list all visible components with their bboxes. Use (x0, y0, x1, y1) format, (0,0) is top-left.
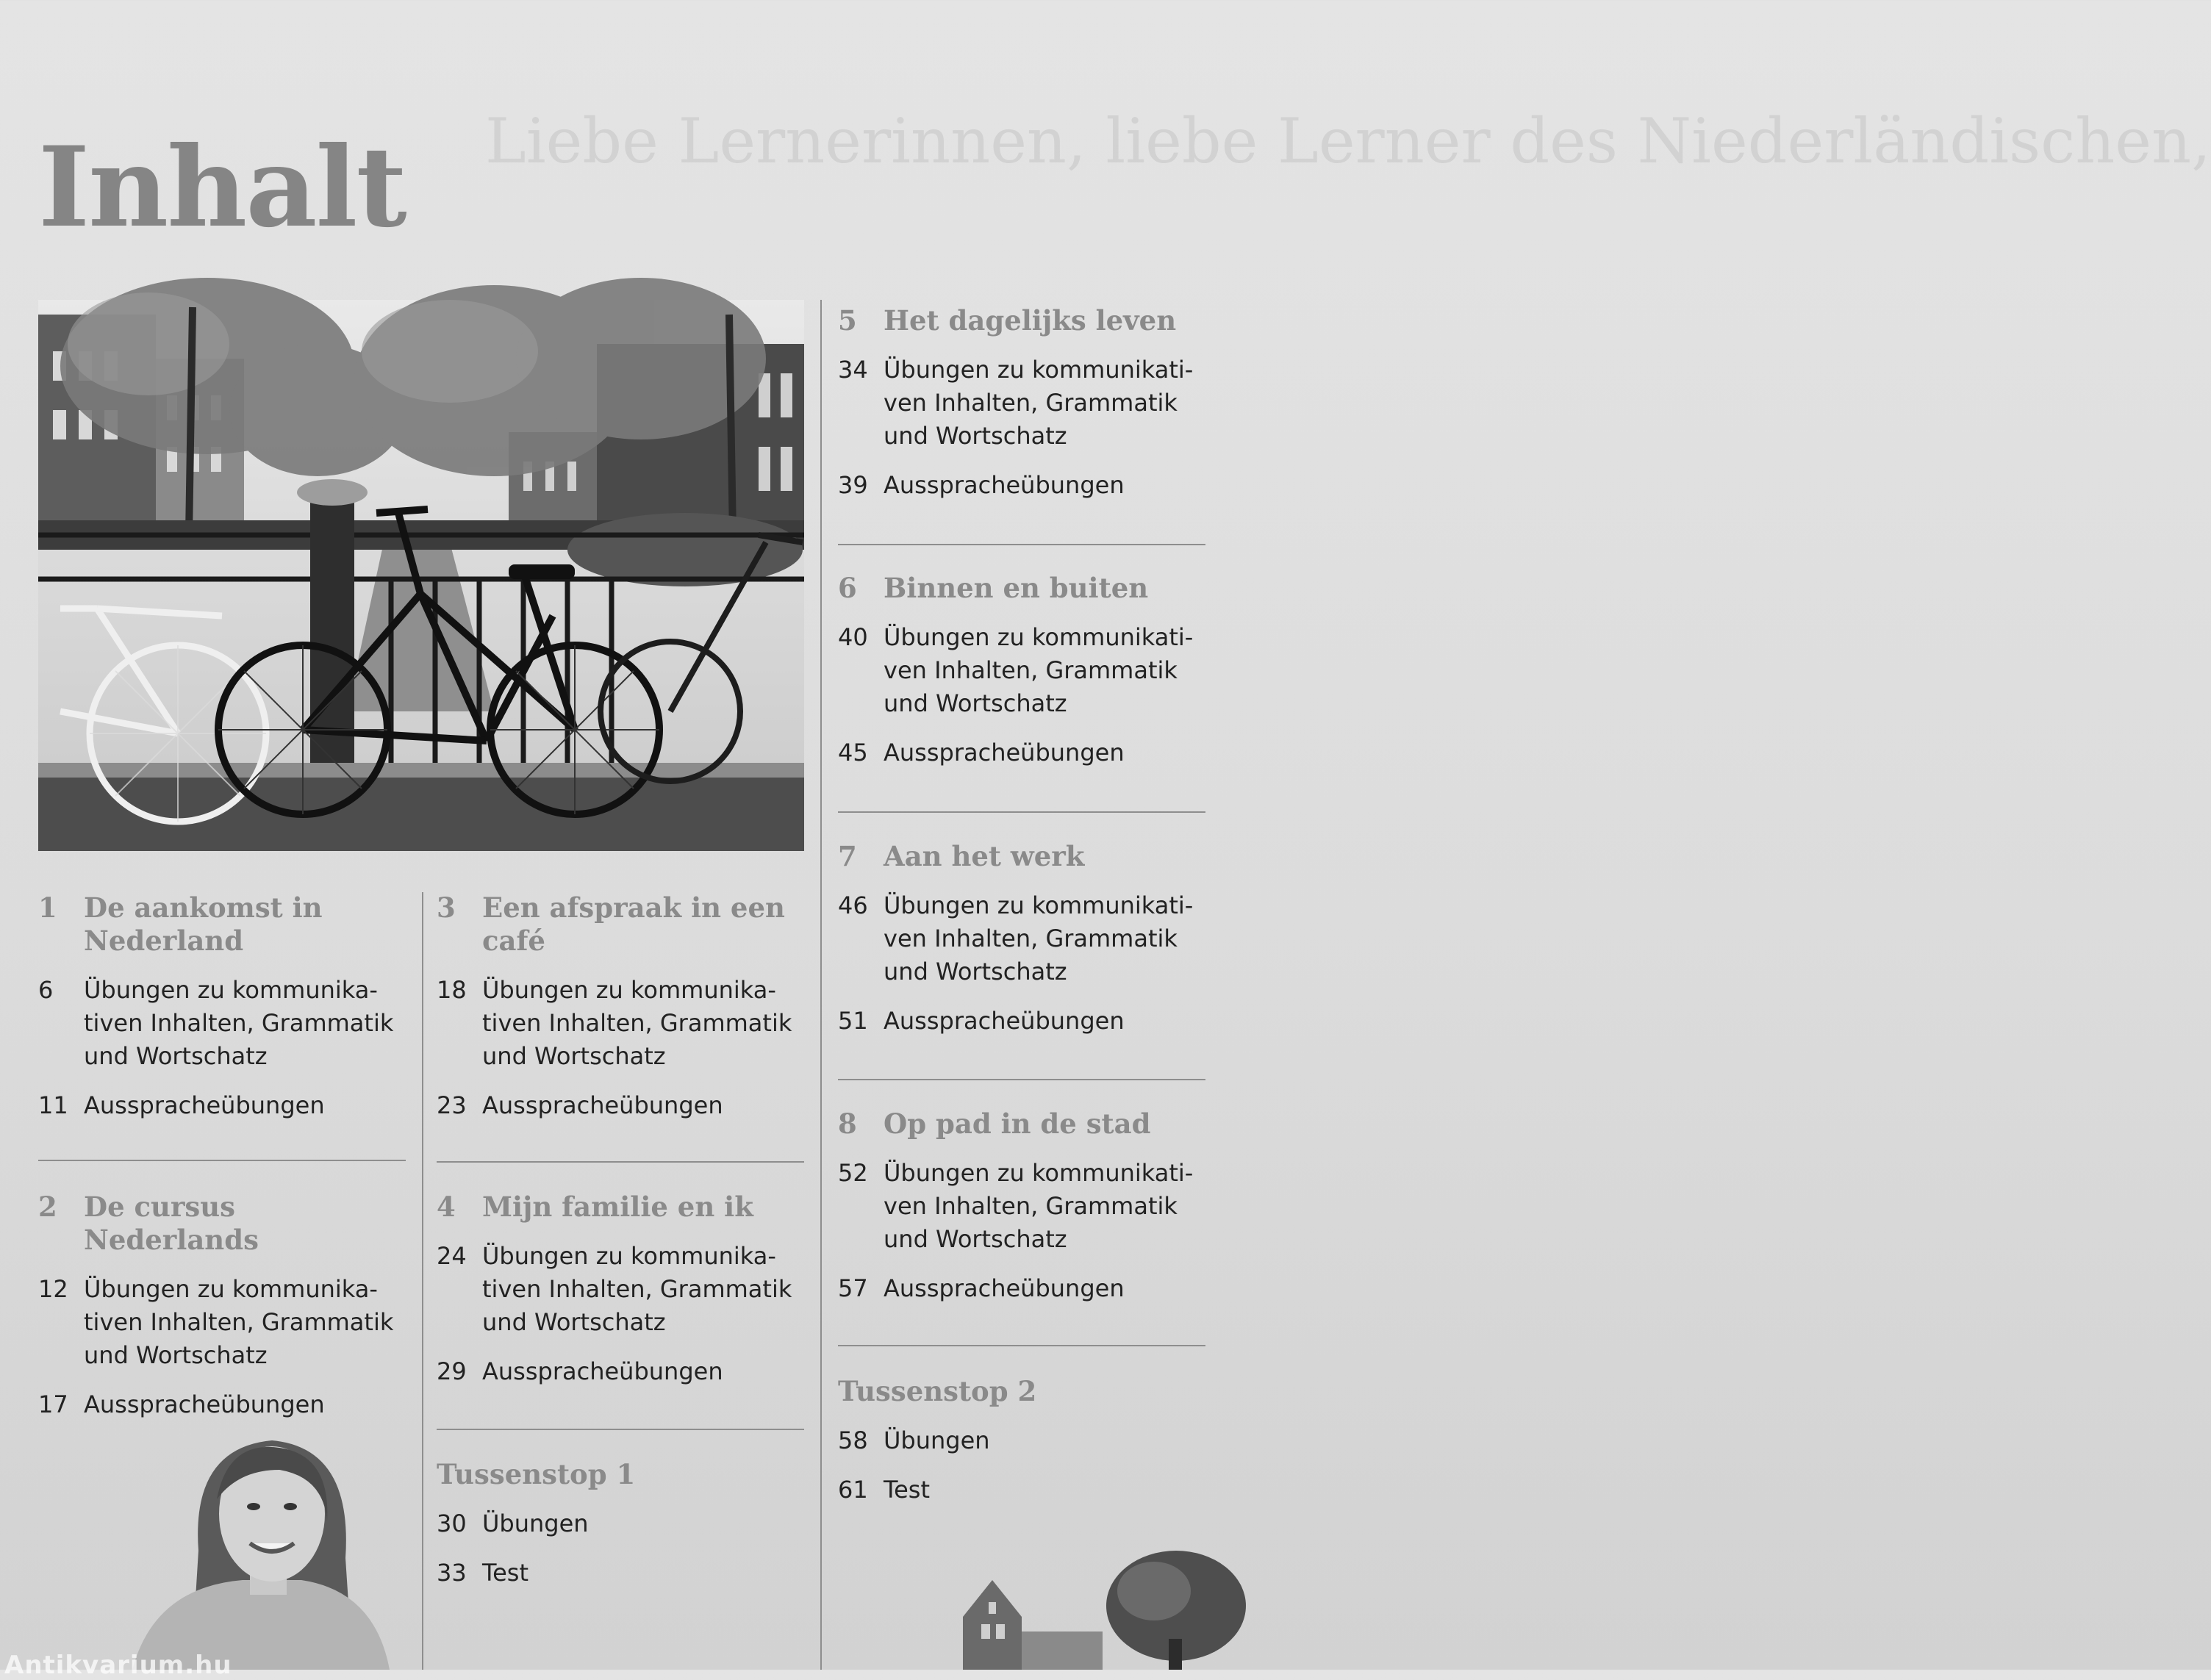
tussenstop-1[interactable] (437, 1458, 804, 1606)
page-number: 33 (437, 1559, 467, 1587)
chapter-title[interactable]: Een afspraak in een café (482, 891, 785, 957)
section-divider (437, 1429, 804, 1430)
entry-text: Übungen zu kommunika-tiven Inhalten, Grammatik und Wortschatz (84, 976, 394, 1070)
section-divider (838, 544, 1205, 545)
toc-entry[interactable] (838, 889, 1220, 988)
house-and-tree-photo (948, 1551, 1253, 1670)
toc-entry[interactable] (38, 974, 406, 1073)
entry-text: Übungen zu kommunika-tiven Inhalten, Grammatik und Wortschatz (482, 976, 792, 1070)
toc-entry[interactable] (437, 974, 804, 1073)
toc-entry[interactable] (838, 621, 1220, 720)
bleed-through-text: Liebe Lernerinnen, liebe Lerner des Niederländischen, (485, 105, 2211, 177)
chapter-number: 2 (38, 1191, 57, 1223)
chapter-7[interactable] (838, 840, 1220, 1054)
chapter-6[interactable] (838, 572, 1220, 786)
section-divider (838, 1345, 1205, 1346)
page-number: 58 (838, 1426, 868, 1454)
chapter-number: 4 (437, 1191, 456, 1223)
entry-text: Ausspracheübungen (482, 1091, 723, 1119)
column-divider (422, 892, 423, 1670)
page-number: 24 (437, 1242, 467, 1270)
entry-text: Übungen zu kommunika-tiven Inhalten, Grammatik und Wortschatz (84, 1275, 394, 1369)
toc-entry[interactable] (838, 1272, 1220, 1305)
toc-entry[interactable] (838, 353, 1220, 453)
entry-text: Ausspracheübungen (84, 1390, 325, 1418)
toc-entry[interactable] (38, 1273, 406, 1372)
toc-entry[interactable] (437, 1089, 804, 1122)
page-title: Inhalt (38, 123, 406, 252)
entry-text: Ausspracheübungen (884, 739, 1125, 767)
chapter-number: 7 (838, 840, 857, 872)
chapter-title[interactable]: De cursus Nederlands (84, 1191, 259, 1256)
toc-entry[interactable] (437, 1355, 804, 1388)
entry-text: Ausspracheübungen (482, 1357, 723, 1385)
chapter-number: 8 (838, 1108, 857, 1140)
chapter-title[interactable]: De aankomst in Nederland (84, 891, 323, 957)
chapter-8[interactable] (838, 1108, 1220, 1321)
page-number: 45 (838, 739, 868, 767)
chapter-title[interactable]: Het dagelijks leven (884, 304, 1177, 337)
page-number: 18 (437, 976, 467, 1004)
entry-text: Übungen zu kommunikati-ven Inhalten, Grammatik und Wortschatz (884, 356, 1194, 450)
page-number: 6 (38, 976, 54, 1004)
toc-entry[interactable] (437, 1507, 804, 1540)
toc-entry[interactable] (437, 1240, 804, 1339)
page-number: 34 (838, 356, 868, 384)
entry-text: Übungen zu kommunikati-ven Inhalten, Grammatik und Wortschatz (884, 623, 1194, 717)
page-number: 46 (838, 891, 868, 919)
chapter-title[interactable]: Op pad in de stad (884, 1108, 1151, 1140)
chapter-number: 3 (437, 891, 456, 924)
entry-text: Übungen (482, 1510, 589, 1537)
entry-text: Übungen zu kommunika-tiven Inhalten, Grammatik und Wortschatz (482, 1242, 792, 1336)
page-number: 61 (838, 1476, 868, 1504)
page-number: 29 (437, 1357, 467, 1385)
page-number: 39 (838, 471, 868, 499)
toc-entry[interactable] (838, 1424, 1205, 1457)
toc-entry[interactable] (38, 1388, 406, 1421)
canal-bicycles-photo (38, 300, 804, 851)
chapter-5[interactable] (838, 304, 1220, 518)
toc-entry[interactable] (838, 1157, 1220, 1256)
tussenstop-2[interactable] (838, 1375, 1205, 1523)
section-divider (838, 811, 1205, 813)
toc-entry[interactable] (437, 1557, 804, 1590)
watermark: Antikvarium.hu (4, 1651, 232, 1680)
page-number: 40 (838, 623, 868, 651)
smiling-woman-photo (110, 1433, 390, 1670)
entry-text: Test (884, 1476, 931, 1504)
toc-entry[interactable] (838, 1005, 1220, 1038)
chapter-1[interactable] (38, 891, 406, 1138)
entry-text: Übungen zu kommunikati-ven Inhalten, Grammatik und Wortschatz (884, 891, 1194, 986)
chapter-number: 1 (38, 891, 57, 924)
tussenstop-title[interactable]: Tussenstop 2 (838, 1375, 1037, 1407)
toc-entry[interactable] (838, 469, 1220, 502)
column-divider (820, 300, 822, 1670)
entry-text: Ausspracheübungen (884, 1007, 1125, 1035)
chapter-2[interactable] (38, 1191, 406, 1437)
chapter-number: 5 (838, 304, 857, 337)
toc-entry[interactable] (838, 1473, 1205, 1507)
page-number: 23 (437, 1091, 467, 1119)
page-number: 30 (437, 1510, 467, 1537)
chapter-number: 6 (838, 572, 857, 604)
page-number: 51 (838, 1007, 868, 1035)
page-number: 11 (38, 1091, 68, 1119)
section-divider (838, 1079, 1205, 1080)
page-number: 17 (38, 1390, 68, 1418)
chapter-4[interactable] (437, 1191, 804, 1404)
page-number: 52 (838, 1159, 868, 1187)
entry-text: Ausspracheübungen (884, 1274, 1125, 1302)
chapter-3[interactable] (437, 891, 804, 1138)
toc-entry[interactable] (38, 1089, 406, 1122)
toc-entry[interactable] (838, 736, 1220, 769)
entry-text: Test (482, 1559, 529, 1587)
chapter-title[interactable]: Aan het werk (884, 840, 1085, 872)
chapter-title[interactable]: Mijn familie en ik (482, 1191, 753, 1223)
entry-text: Ausspracheübungen (884, 471, 1125, 499)
section-divider (437, 1161, 804, 1163)
chapter-title[interactable]: Binnen en buiten (884, 572, 1149, 604)
section-divider (38, 1160, 406, 1161)
entry-text: Übungen (884, 1426, 990, 1454)
entry-text: Übungen zu kommunikati-ven Inhalten, Grammatik und Wortschatz (884, 1159, 1194, 1253)
page-number: 12 (38, 1275, 68, 1303)
entry-text: Ausspracheübungen (84, 1091, 325, 1119)
page-number: 57 (838, 1274, 868, 1302)
tussenstop-title[interactable]: Tussenstop 1 (437, 1458, 636, 1490)
